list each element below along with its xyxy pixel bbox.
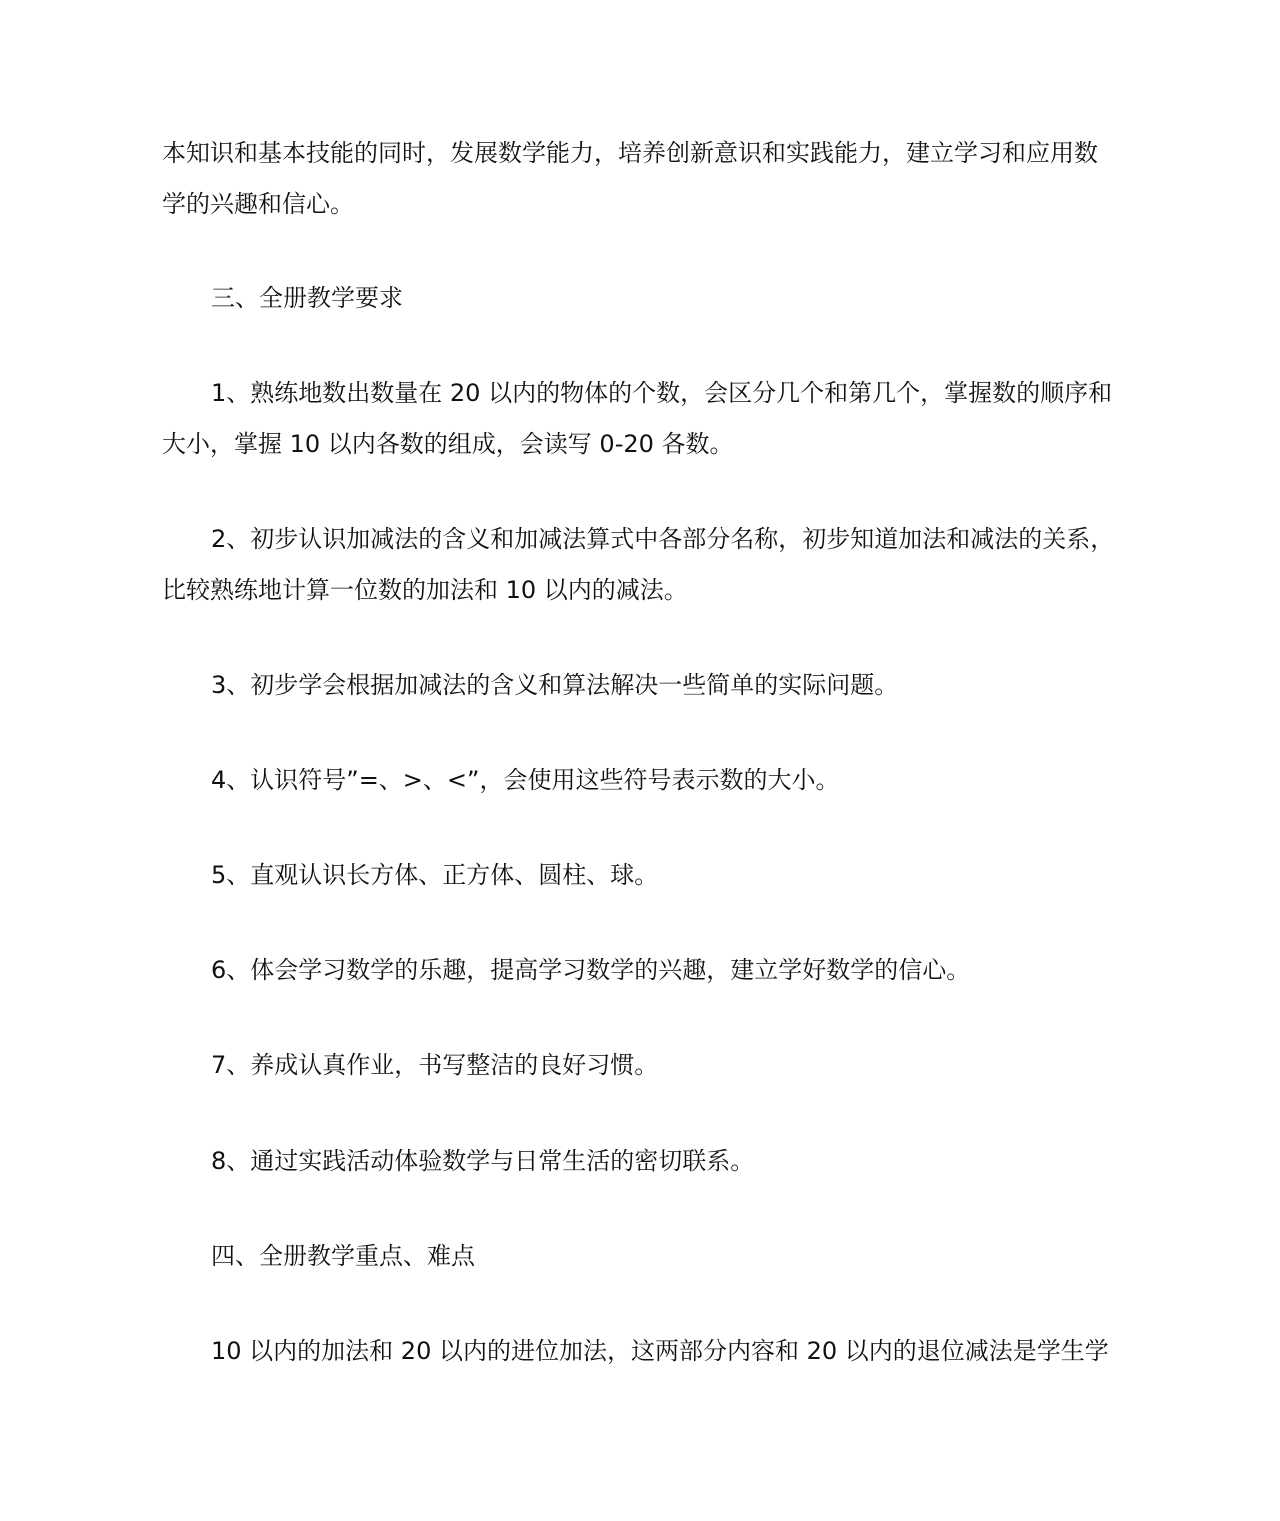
paragraph-line: 本知识和基本技能的同时，发展数学能力，培养创新意识和实践能力，建立学习和应用数 <box>162 139 1098 167</box>
list-item: 2、初步认识加减法的含义和加减法算式中各部分名称，初步知道加法和减法的关系， <box>211 525 1115 553</box>
list-item: 8、通过实践活动体验数学与日常生活的密切联系。 <box>211 1147 755 1175</box>
list-item: 3、初步学会根据加减法的含义和算法解决一些简单的实际问题。 <box>211 671 899 699</box>
list-item: 1、熟练地数出数量在 20 以内的物体的个数，会区分几个和第几个，掌握数的顺序和 <box>211 379 1113 407</box>
list-item: 4、认识符号”=、>、<”，会使用这些符号表示数的大小。 <box>211 766 840 794</box>
list-item: 7、养成认真作业，书写整洁的良好习惯。 <box>211 1051 659 1079</box>
list-item: 6、体会学习数学的乐趣，提高学习数学的兴趣，建立学好数学的信心。 <box>211 956 971 984</box>
list-item: 5、直观认识长方体、正方体、圆柱、球。 <box>211 861 659 889</box>
list-item-continuation: 比较熟练地计算一位数的加法和 10 以内的减法。 <box>162 576 688 604</box>
section-heading: 三、全册教学要求 <box>211 284 403 312</box>
paragraph-line: 10 以内的加法和 20 以内的进位加法，这两部分内容和 20 以内的退位减法是学生学 <box>211 1337 1109 1365</box>
section-heading: 四、全册教学重点、难点 <box>211 1242 475 1270</box>
paragraph-line: 学的兴趣和信心。 <box>162 190 354 218</box>
list-item-continuation: 大小，掌握 10 以内各数的组成，会读写 0-20 各数。 <box>162 430 734 458</box>
